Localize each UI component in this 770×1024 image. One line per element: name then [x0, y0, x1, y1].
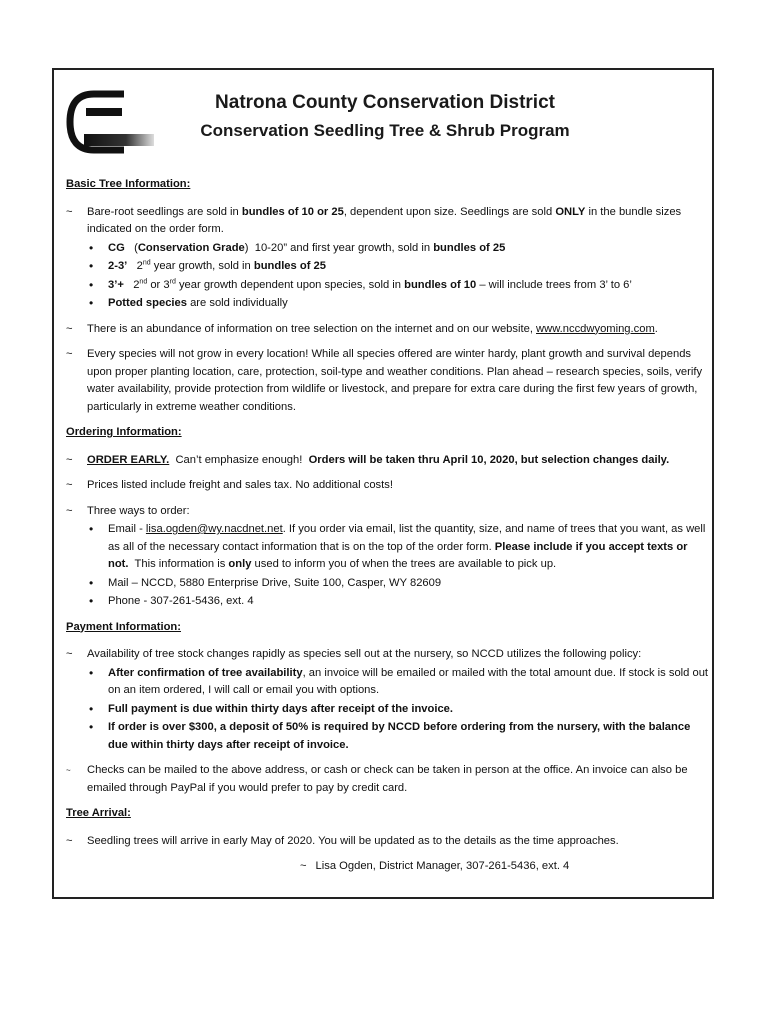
list-item: • Email - lisa.ogden@wy.nacdnet.net. If you order via email, list the quantity, size, and name of trees that you want, as well as all of the necessary contact information that is on the top of the order form. Please include if you accept texts or not. This information is only used to inform you of when the trees are available to pick up.: [87, 521, 710, 574]
ordering-info-heading: Ordering Information:: [66, 426, 182, 438]
list-item: • 2-3’ 2nd year growth, sold in bundles of 25: [87, 258, 710, 276]
grade-list: [87, 240, 710, 313]
list-item: • Full payment is due within thirty days after receipt of the invoice.: [87, 701, 710, 719]
tilde-marker: ~: [66, 479, 73, 491]
tilde-marker: ~: [300, 860, 307, 872]
list-item: • If order is over $300, a deposit of 50% is required by NCCD before ordering from the nursery, with the balance due within thirty days after receipt of invoice.: [87, 719, 710, 754]
list-item: • After confirmation of tree availability, an invoice will be emailed or mailed with the total amount due. If stock is sold out on an item ordered, I will call or email you with options.: [87, 665, 710, 700]
order-methods-paragraph: ~ Three ways to order: • Email - lisa.ogden@wy.nacdnet.net. If you order via email, list the quantity, size, and name of trees that you want, as well as all of the necessary contact information that is on the top of the order form. Please include if you accept texts or not. This information is only used to inform you of when the trees are available to pick up. • Mail – NCCD, 5880 Enterprise Drive, Suite 100, Casper, WY 82609 • Phone - 307-261-5436, ext. 4: [66, 503, 710, 611]
district-logo-icon: [66, 90, 156, 154]
program-title: Conservation Seedling Tree & Shrub Program: [200, 121, 570, 140]
payment-info-heading: Payment Information:: [66, 620, 181, 633]
list-item: • Phone - 307-261-5436, ext. 4: [87, 593, 710, 611]
organization-title: Natrona County Conservation District: [215, 92, 555, 113]
tilde-marker: ~: [66, 648, 73, 660]
list-item: • CG (Conservation Grade) 10-20” and first year growth, sold in bundles of 25: [87, 240, 710, 258]
document-body: [66, 176, 710, 876]
basic-bundles-paragraph: ~ Bare-root seedlings are sold in bundles of 10 or 25, dependent upon size. Seedlings are sold ONLY in the bundle sizes indicated on the order form. • CG (Conservation Grade) 10-20” and first year growth, sold in bundles of 25 • 2-3’ 2nd year growth, sold in bundles of 25 • 3’+ 2nd or 3rd year growth dependent upon species, sold in bundles of 10 – will include trees from 3’ to 6’ • Potted species are sold individually: [66, 204, 710, 313]
list-item: • Mail – NCCD, 5880 Enterprise Drive, Suite 100, Casper, WY 82609: [87, 575, 710, 593]
species-paragraph: ~ Every species will not grow in every location! While all species offered are winter hardy, plant growth and survival depends upon proper planting location, care, protection, soil-type and weather conditions. Plan ahead – research species, soils, verify water availability, provide protection from wildlife or livestock, and prepare for extra care during the first few years of growth, particularly in extreme weather conditions.: [66, 348, 703, 413]
payment-policy-list: [87, 665, 710, 755]
prices-paragraph: ~ Prices listed include freight and sales tax. No additional costs!: [66, 477, 710, 495]
website-link[interactable]: www.nccdwyoming.com: [536, 322, 655, 335]
website-paragraph: ~ There is an abundance of information on tree selection on the internet and on our website, www.nccdwyoming.com.: [66, 321, 710, 339]
tilde-marker: ~: [66, 834, 73, 847]
tilde-marker: ~: [66, 348, 73, 360]
arrival-paragraph: ~ Seedling trees will arrive in early May of 2020. You will be updated as to the details as the time approaches.: [66, 833, 710, 851]
tilde-marker: ~: [66, 453, 73, 466]
order-early-paragraph: ~ ORDER EARLY. Can’t emphasize enough! Orders will be taken thru April 10, 2020, but selection changes daily.: [66, 452, 710, 470]
tilde-marker: ~: [66, 766, 71, 775]
tree-arrival-heading: Tree Arrival:: [66, 807, 131, 819]
list-item: • Potted species are sold individually: [87, 295, 710, 313]
signature-line: ~ Lisa Ogden, District Manager, 307-261-5436, ext. 4: [300, 860, 570, 872]
payment-policy-paragraph: ~ Availability of tree stock changes rapidly as species sell out at the nursery, so NCCD utilizes the following policy: • After confirmation of tree availability, an invoice will be emailed or mailed with the total amount due. If stock is sold out on an item ordered, I will call or email you with options. • Full payment is due within thirty days after receipt of the invoice. • If order is over $300, a deposit of 50% is required by NCCD before ordering from the nursery, with the balance due within thirty days after receipt of invoice.: [66, 646, 710, 754]
order-methods-list: [87, 521, 710, 611]
basic-info-heading: Basic Tree Information:: [66, 178, 191, 190]
email-link[interactable]: lisa.ogden@wy.nacdnet.net: [145, 523, 283, 535]
tilde-marker: ~: [66, 322, 73, 335]
list-item: • 3’+ 2nd or 3rd year growth dependent upon species, sold in bundles of 10 – will include trees from 3’ to 6’: [87, 277, 710, 295]
checks-paragraph: ~ Checks can be mailed to the above address, or cash or check can be taken in person at the office. An invoice can also be emailed through PayPal if you would prefer to pay by credit card.: [66, 764, 688, 794]
tilde-marker: ~: [66, 504, 73, 517]
tilde-marker: ~: [66, 205, 73, 218]
